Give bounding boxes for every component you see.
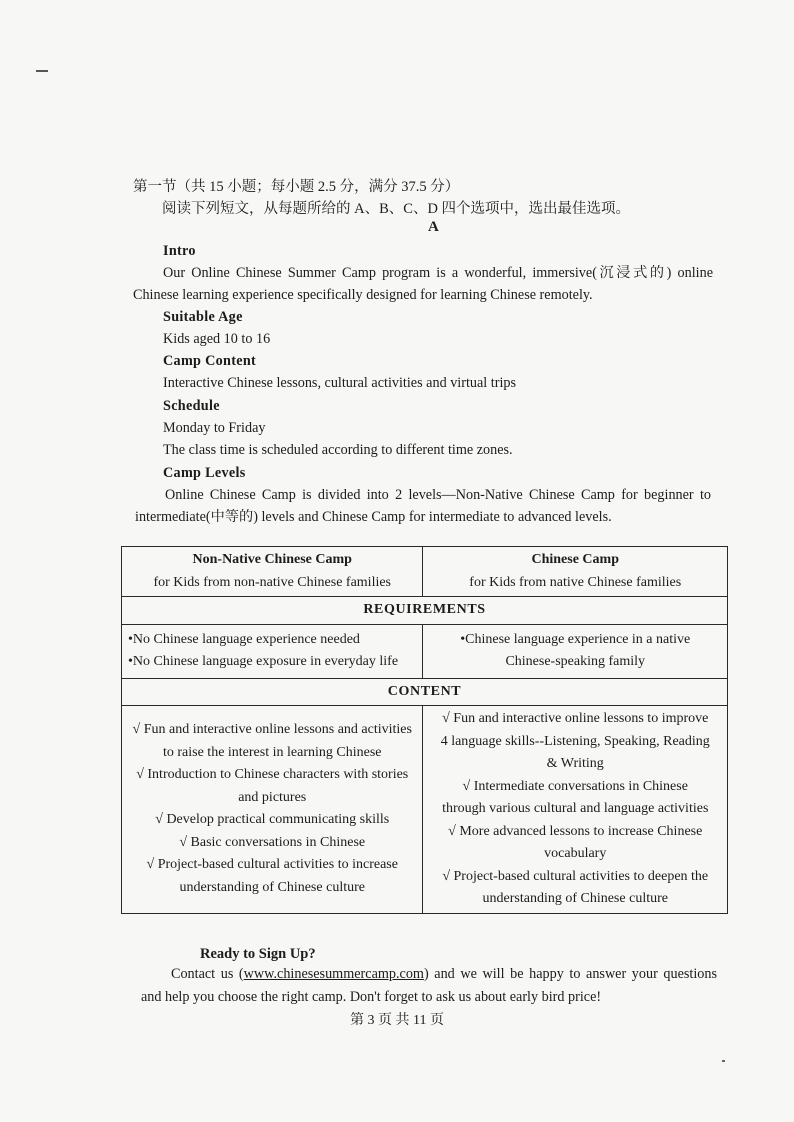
non-native-requirements: [122, 624, 423, 678]
intro-text: Our Online Chinese Summer Camp program is a wonderful, immersive(沉浸式的) online Chinese learning experience specifically designed for learning Chinese remotely.: [133, 265, 713, 303]
list-item: √ Basic conversations in Chinese: [179, 834, 366, 850]
requirements-label-row: [122, 597, 728, 625]
contact-suffix: ) and we will be happy to answer your questions and help you choose the right camp. Don't forget to ask us about early bird price!: [141, 966, 717, 1005]
table-header-row: [122, 547, 728, 597]
list-item: •No Chinese language experience needed: [128, 631, 360, 647]
content-text: Interactive Chinese lessons, cultural activities and virtual trips: [163, 375, 517, 391]
page-number: 第 3 页 共 11 页: [350, 1013, 444, 1028]
list-item: √ Introduction to Chinese characters with stories and pictures: [136, 767, 409, 805]
schedule-note: The class time is scheduled according to different time zones.: [163, 442, 513, 458]
chinese-camp-requirements: •Chinese language experience in a native Chinese-speaking family: [423, 624, 728, 678]
schedule-days: Monday to Friday: [163, 420, 266, 436]
camp-name: Non-Native Chinese Camp: [192, 552, 352, 567]
camp-audience: for Kids from native Chinese families: [469, 574, 682, 590]
contact-prefix: Contact us (: [171, 966, 244, 982]
list-item: √ Intermediate conversations in Chinese through various cultural and language activities: [442, 778, 709, 816]
schedule-heading: Schedule: [163, 398, 220, 414]
website-link[interactable]: www.chinesesummercamp.com: [243, 966, 424, 982]
age-heading: Suitable Age: [163, 309, 243, 325]
list-item: •No Chinese language exposure in everyday life: [128, 654, 399, 669]
requirements-row: [122, 624, 728, 678]
content-row: [122, 706, 728, 914]
chinese-camp-header: [423, 547, 728, 597]
instruction-text: 阅读下列短文，从每题所给的 A、B、C、D 四个选项中，选出最佳选项。: [162, 201, 631, 217]
intro-heading: Intro: [163, 243, 196, 259]
passage-letter: A: [428, 219, 439, 235]
chinese-camp-content: [423, 706, 728, 914]
list-item: √ Develop practical communicating skills: [155, 812, 390, 828]
requirements-label: REQUIREMENTS: [122, 597, 728, 625]
levels-heading: Camp Levels: [163, 465, 246, 481]
age-text: Kids aged 10 to 16: [163, 331, 271, 347]
list-item: √ More advanced lessons to increase Chinese vocabulary: [448, 823, 703, 861]
section-header: 第一节（共 15 小题；每小题 2.5 分，满分 37.5 分）: [133, 179, 460, 195]
levels-text: Online Chinese Camp is divided into 2 levels—Non-Native Chinese Camp for beginner to intermediate(中等的) levels and Chinese Camp for intermediate to advanced levels.: [135, 487, 711, 525]
list-item: √ Fun and interactive online lessons to improve 4 language skills--Listening, Speaking, Reading & Writing: [440, 711, 710, 771]
camp-comparison-table: [121, 546, 728, 914]
non-native-content: [122, 706, 423, 914]
camp-name: Chinese Camp: [531, 552, 619, 567]
content-heading: Camp Content: [163, 353, 257, 369]
list-item: √ Project-based cultural activities to deepen the understanding of Chinese culture: [442, 868, 709, 906]
content-label-row: [122, 678, 728, 706]
scan-artifact: [36, 70, 48, 72]
scan-artifact: [722, 1060, 725, 1062]
list-item: √ Fun and interactive online lessons and activities to raise the interest in learning Chinese: [132, 722, 412, 760]
camp-audience: for Kids from non-native Chinese families: [153, 574, 392, 590]
signup-heading: Ready to Sign Up?: [200, 946, 316, 962]
non-native-camp-header: [122, 547, 423, 597]
list-item: √ Project-based cultural activities to increase understanding of Chinese culture: [146, 857, 398, 895]
contact-paragraph: [141, 963, 717, 1009]
content-label: CONTENT: [122, 678, 728, 706]
